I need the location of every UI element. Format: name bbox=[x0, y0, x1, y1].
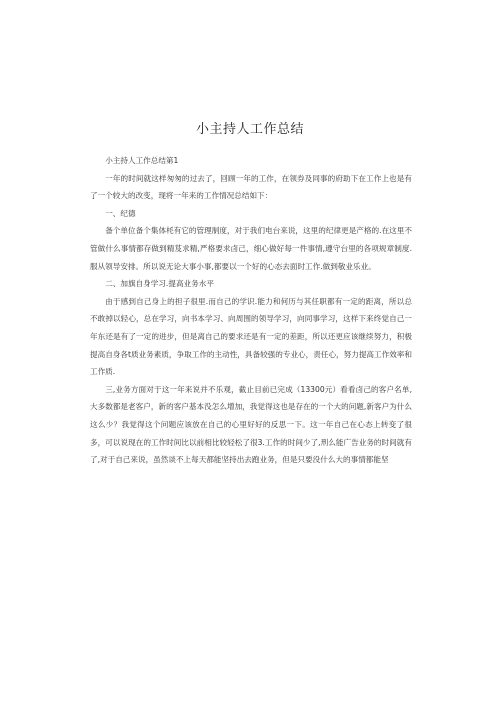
study-paragraph: 由于感到自己身上的担子很里.而自己的学识.能力和何历与其任职都有一定的距离，所以总不敢掉以轻心，总在学习，向书本学习、向周围的领导学习，向同事学习，这样下来终觉自己一年东还是有了一定的进步，但是离自己的要求还是有一定的差距，所以还更应该继续努力，积极提高自身各t质业务素质，争取工作的主动性，具备较强的专业心，责任心，努力提高工作效率和工作质. bbox=[90, 296, 412, 377]
document-title: 小主持人工作总结 bbox=[195, 122, 304, 137]
section-heading-number: 小主持人工作总结第1 bbox=[105, 156, 179, 165]
section-heading-study: 二、加旗自身学习.提高业务水平 bbox=[105, 279, 214, 289]
intro-paragraph: 一年的时间就这样匆匆的过去了，回顾一年的工作，在领券及同事的府助下在工作上也是有了一个较大的改变，现将一年来的工作情况总结如下： bbox=[90, 173, 412, 201]
document-body bbox=[90, 152, 412, 469]
discipline-paragraph: 备个单位备个集体枆有它的管理制度，对于我们电台来说，这里的纪律更是产格的.在这里不管做什么事情都存做到精芨求精,严格要求卤己，细心做好每一件事情,遵守台里的各项规章制度.服从领导安排。所以说无论大事小事,都要以一个好的心态去面时工作.做到敬业乐业。 bbox=[90, 226, 412, 271]
business-paragraph: 三,业务方面对于这一年来说并不乐观，截止目前已完成（13300元）看看卤己的客户名单,大多数都是老客户，新的客户基本没怎么增加，我觉得这也是存在的一个大的问题,新客户为什么这么少？我觉得这个问题应该放在自己的心里好好的反思一下。这一年自己在心态上转变了很多，可以说现在的工作时间比以前相比较轻松了很3.工作的时间少了,刑么能广告业务的时间就有了,对于自己来说，虽然谈不上每天都能坚持出去跑业务，但是只要没什么大的事情都能坚 bbox=[90, 384, 412, 465]
section-heading-discipline: 一、纪德 bbox=[105, 208, 136, 218]
